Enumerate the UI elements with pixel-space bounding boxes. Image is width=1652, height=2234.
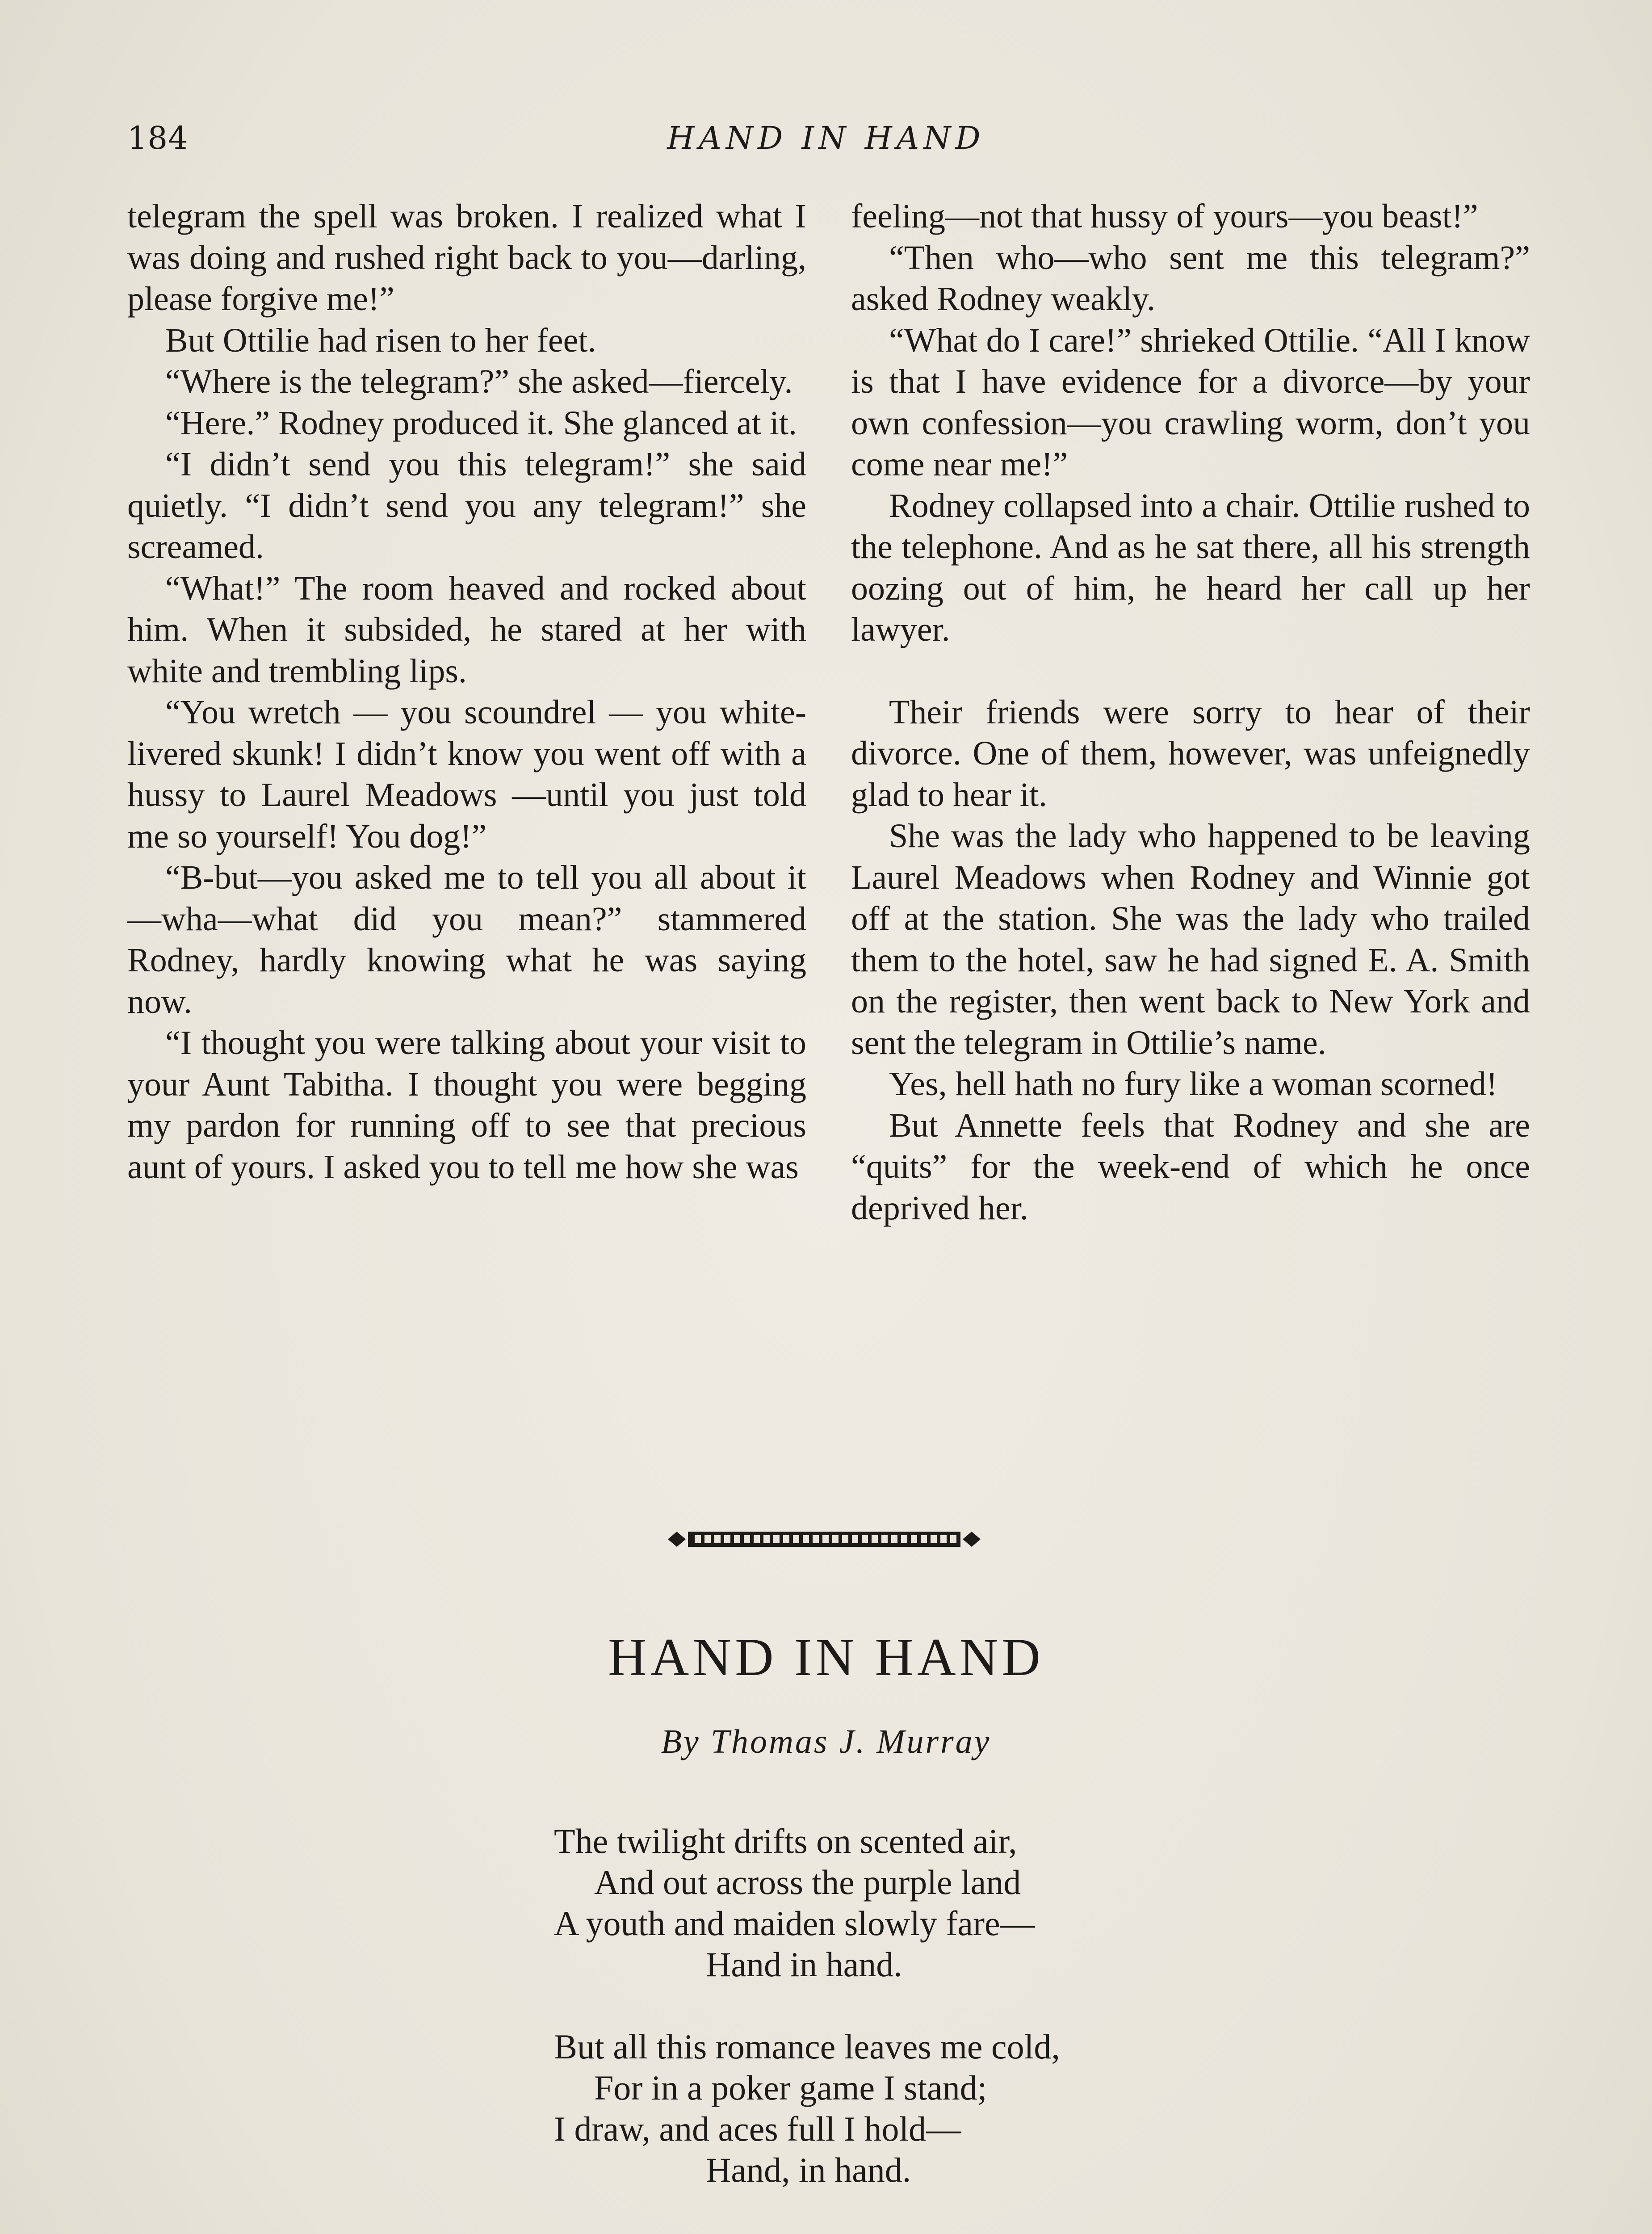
paragraph: “B-but—you asked me to tell you all about it—wha—what did you mean?” stammered Rodney, hardly knowing what he was saying now. [127, 859, 806, 1020]
poem-line: Hand in hand. [706, 1945, 902, 1984]
poem-line: The twilight drifts on scented air, [554, 1822, 1017, 1860]
ornamental-divider-icon [663, 1519, 985, 1559]
paragraph: “What do I care!” shrieked Ottilie. “All I know is that I have evidence for a divorce—by your own confession—you crawling worm, don’t you come near me!” [851, 321, 1530, 483]
paragraph: “Then who—who sent me this telegram?” asked Rodney weakly. [851, 239, 1530, 318]
poem-byline: By Thomas J. Murray [661, 1723, 991, 1760]
left-column [127, 196, 806, 1188]
stanza [554, 2026, 1179, 2191]
paragraph: feeling—not that hussy of yours—you beast!” [851, 197, 1478, 235]
paragraph: telegram the spell was broken. I realized what I was doing and rushed right back to you—darling, please forgive me!” [127, 197, 806, 318]
poem-line: For in a poker game I stand; [594, 2068, 987, 2107]
running-head: HAND IN HAND [667, 120, 985, 156]
poem-line: I draw, and aces full I hold— [554, 2109, 961, 2148]
paragraph: “Where is the telegram?” she asked—fiercely. [165, 363, 793, 400]
poem-line: And out across the purple land [594, 1863, 1021, 1902]
paragraph: But Annette feels that Rodney and she are “quits” for the week-end of which he once deprived her. [851, 1106, 1530, 1227]
poem-line: Hand, in hand. [706, 2150, 911, 2189]
paragraph: Rodney collapsed into a chair. Ottilie rushed to the telephone. And as he sat there, all his strength oozing out of him, he heard her call up her lawyer. [851, 487, 1530, 648]
paragraph: Their friends were sorry to hear of their divorce. One of them, however, was unfeignedly glad to hear it. [851, 693, 1530, 814]
paragraph: Yes, hell hath no fury like a woman scorned! [889, 1065, 1498, 1103]
paragraph: “You wretch — you scoundrel — you white-livered skunk! I didn’t know you went off with a hussy to Laurel Meadows —until you just told me so yourself! You dog!” [127, 693, 806, 855]
poem-line: But all this romance leaves me cold, [554, 2027, 1060, 2066]
paragraph: “What!” The room heaved and rocked about him. When it subsided, he stared at her with white and trembling lips. [127, 569, 806, 690]
poem-line: A youth and maiden slowly fare— [554, 1904, 1035, 1943]
paragraph: But Ottilie had risen to her feet. [165, 321, 596, 359]
paragraph: “Here.” Rodney produced it. She glanced at it. [165, 404, 797, 442]
page-number: 184 [127, 120, 189, 156]
stanza [554, 1821, 1179, 1985]
right-column [851, 196, 1530, 1229]
poem-title: HAND IN HAND [608, 1627, 1044, 1687]
story-columns [127, 196, 1530, 1447]
paragraph: She was the lady who happened to be leaving Laurel Meadows when Rodney and Winnie got off at the station. She was the lady who trailed them to the hotel, saw he had signed E. A. Smith on the register, then went back to New York and sent the telegram in Ottilie’s name. [851, 817, 1530, 1062]
poem [554, 1821, 1179, 2232]
paragraph: “I didn’t send you this telegram!” she said quietly. “I didn’t send you any telegram!” she screamed. [127, 445, 806, 566]
paragraph: “I thought you were talking about your visit to your Aunt Tabitha. I thought you were begging my pardon for running off to see that precious aunt of yours. I asked you to tell me how she was [127, 1024, 806, 1186]
